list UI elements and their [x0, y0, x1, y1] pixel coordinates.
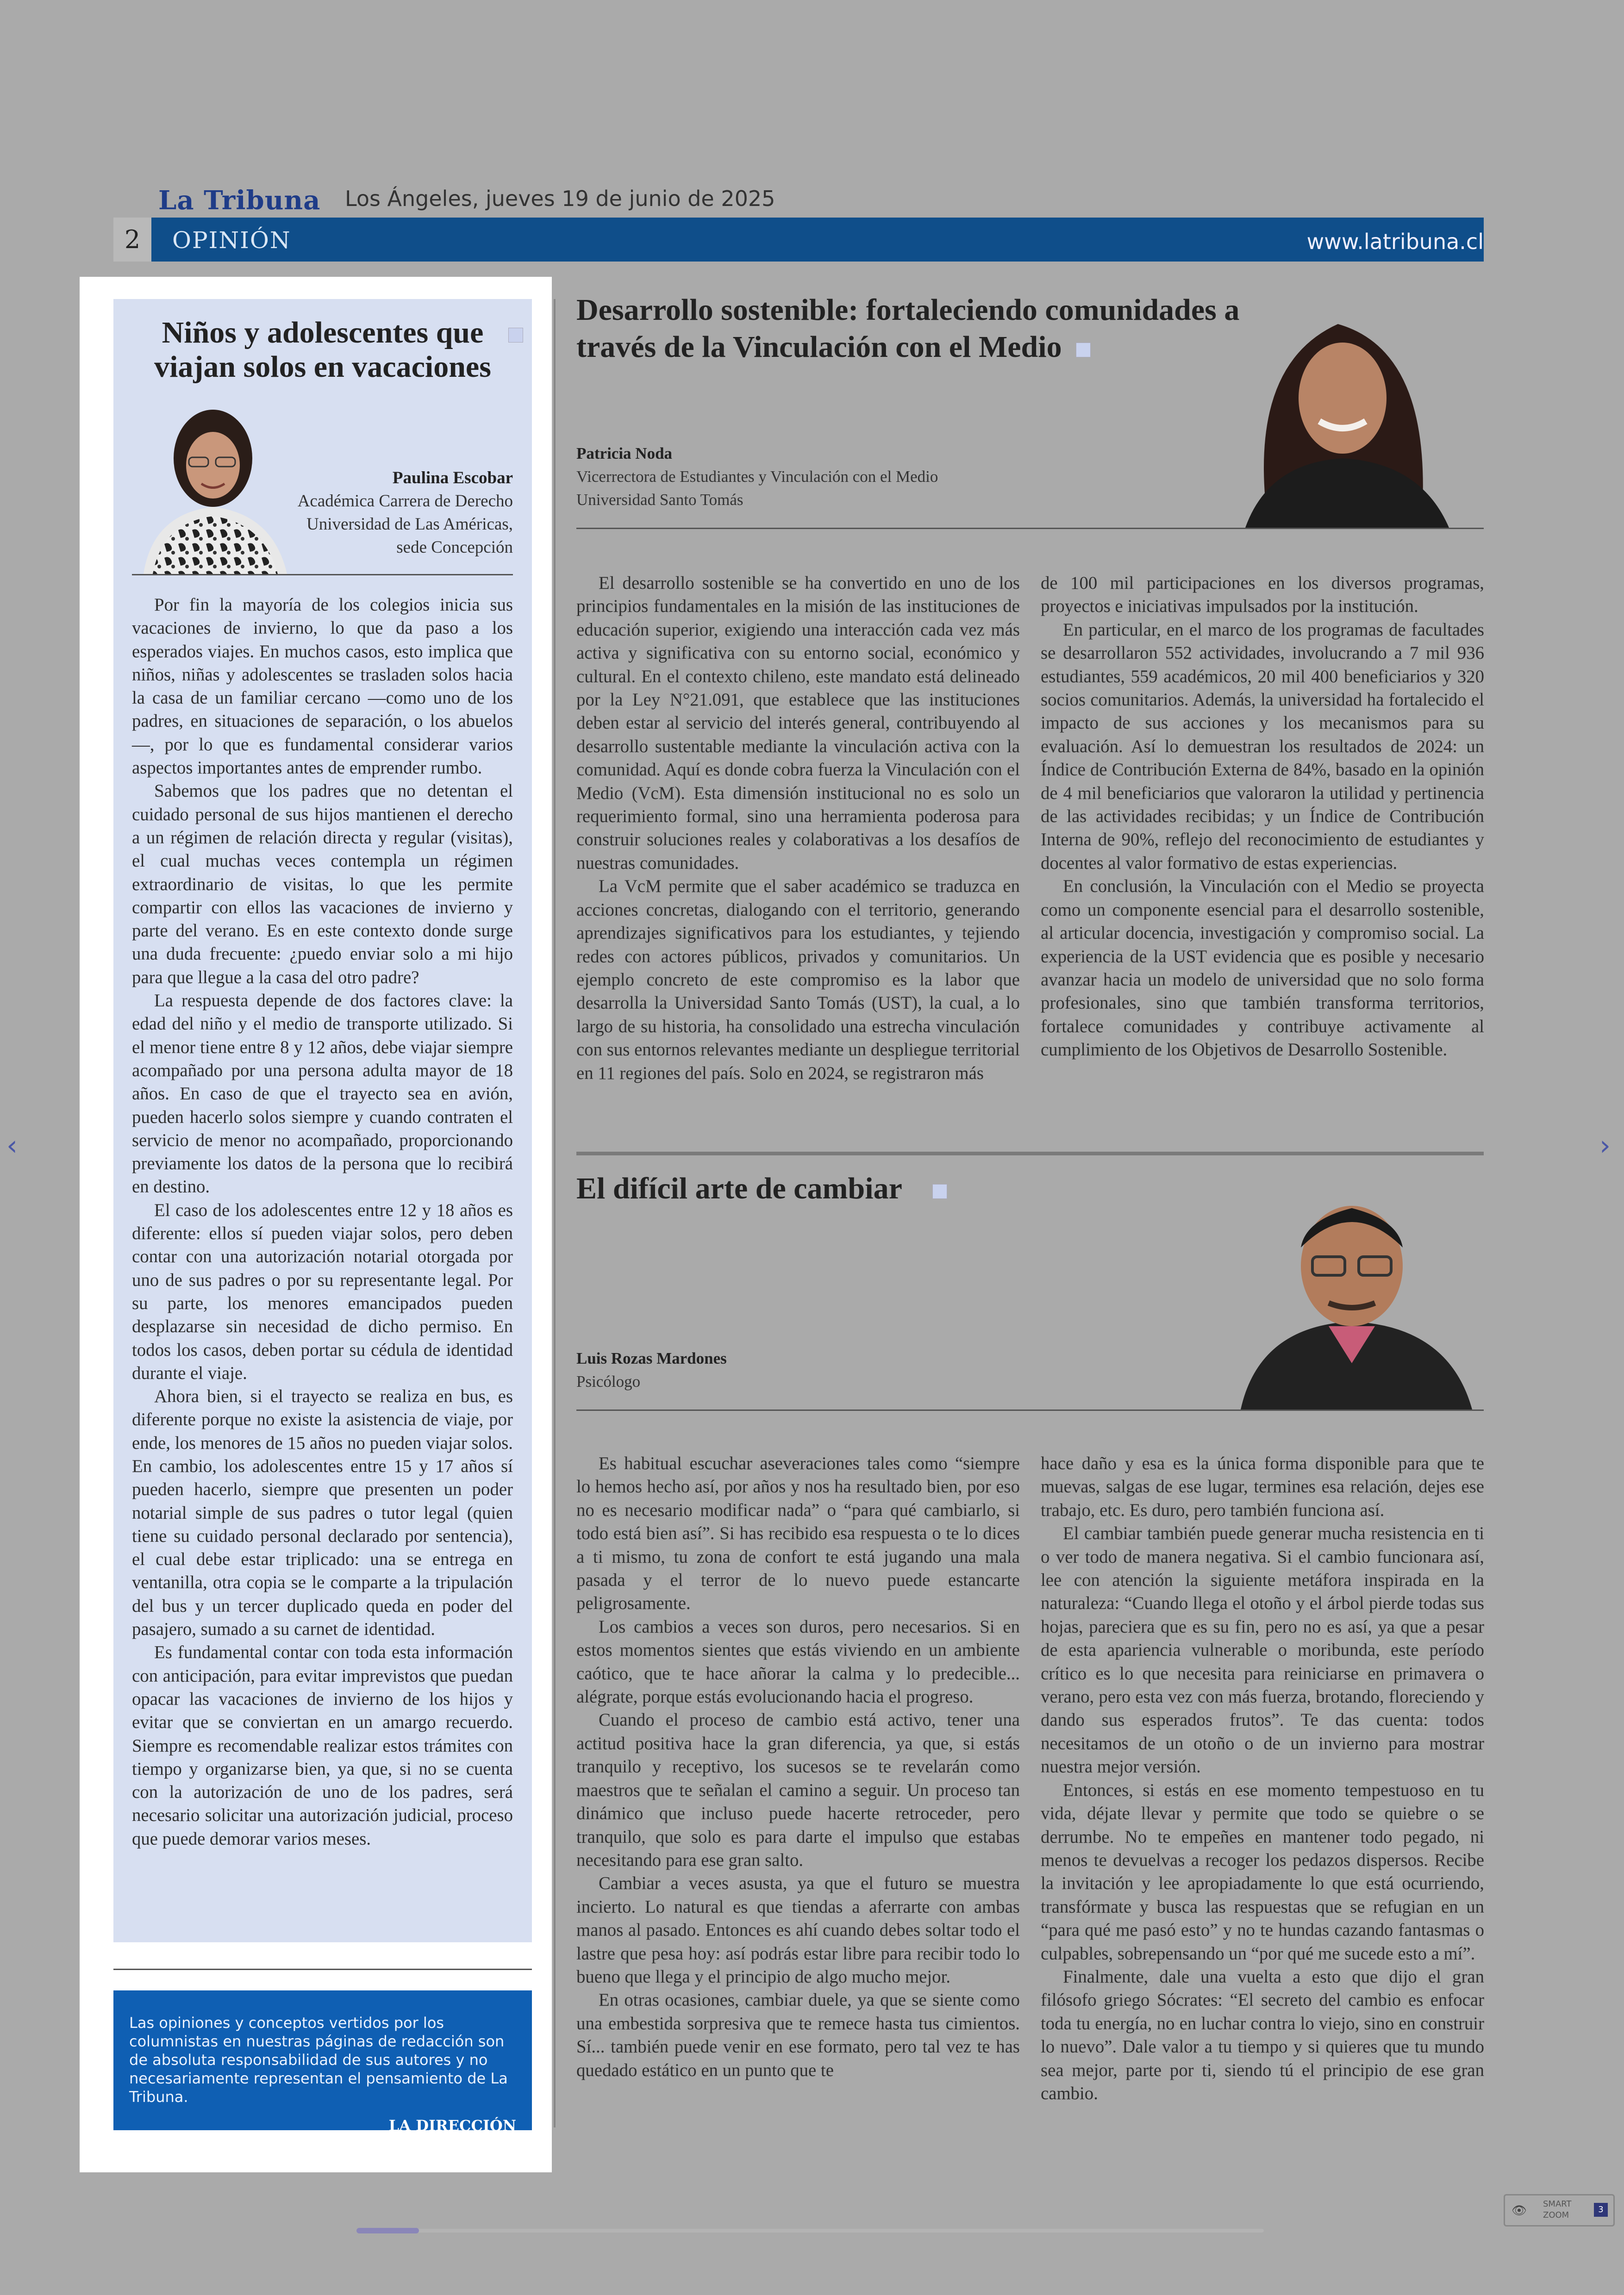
article-1-author — [576, 442, 938, 511]
paragraph: Sabemos que los padres que no detentan el cuidado personal de sus hijos mantienen el derecho a un régimen de relación directa y regular (visitas), el cual muchas veces contempla un régimen extraordinario de visitas, lo que les permite compartir con ellos las vacaciones de invierno y parte del verano. Es en este contexto donde surge una duda frecuente: ¿puedo enviar solo a mi hijo para que llegue a la casa del otro padre? — [132, 781, 513, 987]
paragraph: Cuando el proceso de cambio está activo, tener una actitud positiva hace la gran diferencia, ya que, si estás tranquilo y receptivo, los sucesos se te revelarán como maestros que te señalan el camino a seguir. Un proceso tan dinámico que incluso puede hacerte retroceder, pero tranquilo, que solo es para darte el impulso que estabas necesitando para ese gran salto. — [576, 1710, 1020, 1870]
website-link[interactable]: www.latribuna.cl — [1306, 229, 1484, 254]
paragraph: de 100 mil participaciones en los diversos programas, proyectos e iniciativas impulsados por la institución. — [1041, 573, 1484, 617]
paragraph: Ahora bien, si el trayecto se realiza en bus, es diferente porque no existe la asistencia de viaje, por ende, los menores de 15 años no pueden viajar solos. En cambio, los adolescentes entre 15 y 17 años sí pueden hacerlo, siempre que presenten un poder notarial simple de sus padres o tutor legal (quien tiene su cuidado personal declarado por sentencia), el cual debe estar triplicado: una se entrega en ventanilla, otra copia se le comparte a la tripulación del bus y un tercer duplicado queda en poder del pasajero, sumado a su carnet de identidad. — [132, 1386, 513, 1640]
zoom-article-icon[interactable] — [508, 328, 523, 343]
article-1-title: Desarrollo sostenible: fortaleciendo comunidades a través de la Vinculación con el Medio — [576, 293, 1240, 364]
notice-text: Las opiniones y conceptos vertidos por los columnistas en nuestras páginas de redacción son de absoluta responsabilidad de sus autores y no necesariamente representan el pensamiento de La Tribuna. — [129, 2014, 508, 2106]
paragraph: La VcM permite que el saber académico se traduzca en acciones concretas, dialogando con el territorio, generando aprendizajes significativos para los estudiantes, y tejiendo redes con actores públicos, privados y comunitarios. Un ejemplo concreto de este compromiso es la labor que desarrolla la Universidad Santo Tomás (UST), la cual, a lo largo de su historia, ha consolidado una estrecha vinculación con sus entornos relevantes mediante un despliegue territorial en 11 regiones del país. Solo en 2024, se registraron más — [576, 876, 1020, 1083]
paragraph: Es fundamental contar con toda esta información con anticipación, para evitar imprevistos que puedan opacar las vacaciones de invierno de los hijos y evitar que se conviertan en un amargo recuerdo. Siempre es recomendable realizar estos trámites con tiempo y organizarse bien, ya que, si no se cuenta con la autorización de uno de los padres, será necesario solicitar una autorización judicial, proceso que puede demorar varios meses. — [132, 1642, 513, 1849]
divider — [576, 528, 1484, 529]
article-2-title: El difícil arte de cambiar — [576, 1171, 947, 1206]
smart-zoom-control[interactable] — [1504, 2194, 1615, 2226]
section-divider — [576, 1152, 1484, 1155]
paragraph: hace daño y esa es la única forma disponible para que te muevas, salgas de ese lugar, termines esa relación, dejes ese trabajo, etc. Es duro, pero también funciona así. — [1041, 1453, 1484, 1520]
editorial-notice — [113, 1990, 532, 2134]
paragraph: La respuesta depende de dos factores clave: la edad del niño y el medio de transporte utilizado. Si el menor tiene entre 8 y 12 años, debe viajar siempre acompañado por una persona adulta mayor de 18 años. En caso de que el trayecto sea en avión, pueden hacerlo solos siempre y cuando contraten el servicio de menor no acompañado, proporcionando previamente los datos de la persona que lo recibirá en destino. — [132, 991, 513, 1197]
page-scrollbar[interactable] — [356, 2229, 1264, 2233]
author-name: Patricia Noda — [576, 444, 673, 462]
paragraph: Por fin la mayoría de los colegios inicia sus vacaciones de invierno, lo que da paso a los esperados viajes. En muchos casos, esto implica que niños, niñas y adolescentes se trasladen solos hacia la casa de un familiar cercano —como uno de los padres, en situaciones de separación, o los abuelos—, por lo que es fundamental considerar varios aspectos importantes antes de emprender rumbo. — [132, 595, 513, 778]
paragraph: En otras ocasiones, cambiar duele, ya que se siente como una embestida sorpresiva que te remece hasta tus cimientos. Sí... también puede venir en ese formato, pero tal vez te has quedado estático en un punto que te — [576, 1990, 1020, 2080]
section-bar — [113, 218, 1484, 262]
zoom-label: ZOOM — [1543, 2210, 1569, 2220]
article-2-column-2 — [1041, 1452, 1484, 2105]
article-2-author — [576, 1347, 727, 1393]
next-page-button[interactable]: › — [1599, 1129, 1611, 1162]
author-role: Universidad de Las Américas, — [306, 515, 513, 534]
article-1-column-1 — [576, 572, 1020, 1085]
author-photo-paulina — [134, 403, 296, 574]
notice-signature: LA DIRECCIÓN — [388, 2117, 516, 2134]
paragraph: En conclusión, la Vinculación con el Medio se proyecta como un componente esencial para el desarrollo sostenible, al articular docencia, investigación y compromiso social. La experiencia de la UST evidencia que es posible y necesario avanzar hacia un modelo de universidad que no solo forma profesionales, sino que también transforma territorios, fortalece comunidades y contribuye activamente al cumplimiento de los Objetivos de Desarrollo Sostenible. — [1041, 876, 1484, 1060]
paragraph: En particular, en el marco de los programas de facultades se desarrollaron 552 actividades, involucrando a 7 mil 936 estudiantes, 559 académicos, 20 mil 400 beneficiarios y 320 socios comunitarios. Además, la universidad ha fortalecido el impacto de sus acciones y los mecanismos para su evaluación. Así lo demuestran los resultados de 2024: un Índice de Contribución Externa de 84%, basado en la opinión de 4 mil beneficiarios que valoraron la utilidad y pertinencia de las actividades recibidas; y un Índice de Contribución Interna de 90%, reflejo del reconocimiento de estudiantes y docentes al valor formativo de estas experiencias. — [1041, 619, 1484, 873]
previous-page-button[interactable]: ‹ — [6, 1129, 18, 1162]
author-name: Paulina Escobar — [392, 468, 513, 487]
author-role: Vicerrectora de Estudiantes y Vinculación con el Medio — [576, 468, 938, 486]
dateline: Los Ángeles, jueves 19 de junio de 2025 — [345, 186, 775, 211]
author-role: Universidad Santo Tomás — [576, 491, 743, 509]
author-role: Psicólogo — [576, 1372, 641, 1391]
author-role: Académica Carrera de Derecho — [297, 492, 513, 511]
divider — [576, 1409, 1484, 1411]
paragraph: Entonces, si estás en ese momento tempestuoso en tu vida, déjate llevar y permite que todo se quiebre o se derrumbe. No te empeñes en mantener todo pegado, ni menos te devuelvas a recoger los pedazos dispersos. Recibe la invitación y lee apropiadamente lo que está ocurriendo, transfórmate y busca las respuestas que se refugian en un “para qué me pasó esto” y no te hundas cazando fantasmas o culpables, sobrepensando un “por qué me sucede esto a mí”. — [1041, 1780, 1484, 1964]
left-author-block — [298, 467, 513, 559]
article-2-column-1 — [576, 1452, 1020, 2082]
author-role: sede Concepción — [396, 538, 513, 557]
left-article-body — [132, 593, 513, 1851]
author-name: Luis Rozas Mardones — [576, 1349, 727, 1367]
paragraph: El desarrollo sostenible se ha convertido en uno de los principios fundamentales en la misión de las instituciones de educación superior, exigiendo una interacción cada vez más activa y significativa con su entorno social, económico y cultural. En el contexto chileno, este mandato está delineado por la Ley N°21.091, que establece que las instituciones deben estar al servicio del interés general, contribuyendo al desarrollo sustentable mediante la vinculación activa con la comunidad. Aquí es donde cobra fuerza la Vinculación con el Medio (VcM). Esta dimensión institucional no es solo un requerimiento formal, sino una herramienta poderosa para construir soluciones reales y colaborativas a los desafíos de nuestras comunidades. — [576, 573, 1020, 873]
zoom-badge: 3 — [1594, 2203, 1608, 2217]
article-1-column-2 — [1041, 572, 1484, 1062]
left-article-title: Niños y adolescentes que viajan solos en vacaciones — [154, 316, 491, 384]
author-photo-patricia — [1218, 296, 1468, 528]
zoom-article-icon[interactable] — [1076, 343, 1091, 357]
paragraph: Finalmente, dale una vuelta a esto que dijo el gran filósofo griego Sócrates: “El secreto del cambio es enfocar toda tu energía, no en luchar contra lo viejo, sino en construir lo nuevo”. Dale valor a tu tiempo y si quieres que tu mundo sea mejor, parte por ti, siendo tú el principio de ese gran cambio. — [1041, 1966, 1484, 2103]
scrollbar-thumb[interactable] — [356, 2228, 419, 2233]
paragraph: El caso de los adolescentes entre 12 y 18 años es diferente: ellos sí pueden viajar solos, pero deben contar con una autorización notarial otorgada por uno de sus padres o por su representante legal. Por su parte, los menores emancipados pueden desplazarse sin necesidad de dicho permiso. En todos los casos, deben portar su cédula de identidad durante el viaje. — [132, 1200, 513, 1383]
paragraph: Es habitual escuchar aseveraciones tales como “siempre lo hemos hecho así, por años y nos ha resultado bien, por eso no es necesario modificar nada” o “para qué cambiarlo, si todo está bien así”. Si has recibido esa respuesta o te lo dices a ti mismo, tu zona de confort te está jugando una mala pasada y el terror de lo nuevo puede estancarte peligrosamente. — [576, 1453, 1020, 1614]
paragraph: Cambiar a veces asusta, ya que el futuro se muestra incierto. Lo natural es que tiendas a aferrarte con ambas manos al pasado. Entonces es ahí cuando debes soltar todo el lastre que pesa hoy: así podrás estar libre para recibir todo lo bueno que llega y el principio de algo mucho mejor. — [576, 1873, 1020, 1987]
paragraph: El cambiar también puede generar mucha resistencia en ti o ver todo de manera negativa. Si el cambio funcionara así, lee con atención la siguiente metáfora inspirada en la naturaleza: “Cuando llega el otoño y el árbol pierde todas sus hojas, pareciera que es su fin, pero no es así, ya que a pesar de esta apariencia vulnerable o moribunda, este período crítico es lo que necesita para reiniciarse en primavera o verano, pero esta vez con más fuerza, brotando, floreciendo y dando sus esperados frutos”. Te das cuenta: todos necesitamos de un otoño o de un invierno para mostrar nuestra mejor versión. — [1041, 1523, 1484, 1777]
paragraph: Los cambios a veces son duros, pero necesarios. Si en estos momentos sientes que estás viviendo en un ambiente caótico, que te hace añorar la calma y lo predecible... alégrate, porque estás evolucionando hacia el progreso. — [576, 1616, 1020, 1707]
divider — [113, 1969, 532, 1970]
section-title: OPINIÓN — [172, 227, 291, 254]
zoom-article-icon[interactable] — [932, 1184, 947, 1199]
zoom-label: SMART — [1543, 2199, 1572, 2209]
newspaper-brand: La Tribuna — [158, 185, 321, 216]
column-divider — [554, 299, 556, 2127]
page-number: 2 — [113, 218, 155, 262]
eye-icon: 👁 — [1512, 2204, 1527, 2218]
author-photo-luis — [1222, 1187, 1484, 1409]
divider — [132, 574, 513, 575]
